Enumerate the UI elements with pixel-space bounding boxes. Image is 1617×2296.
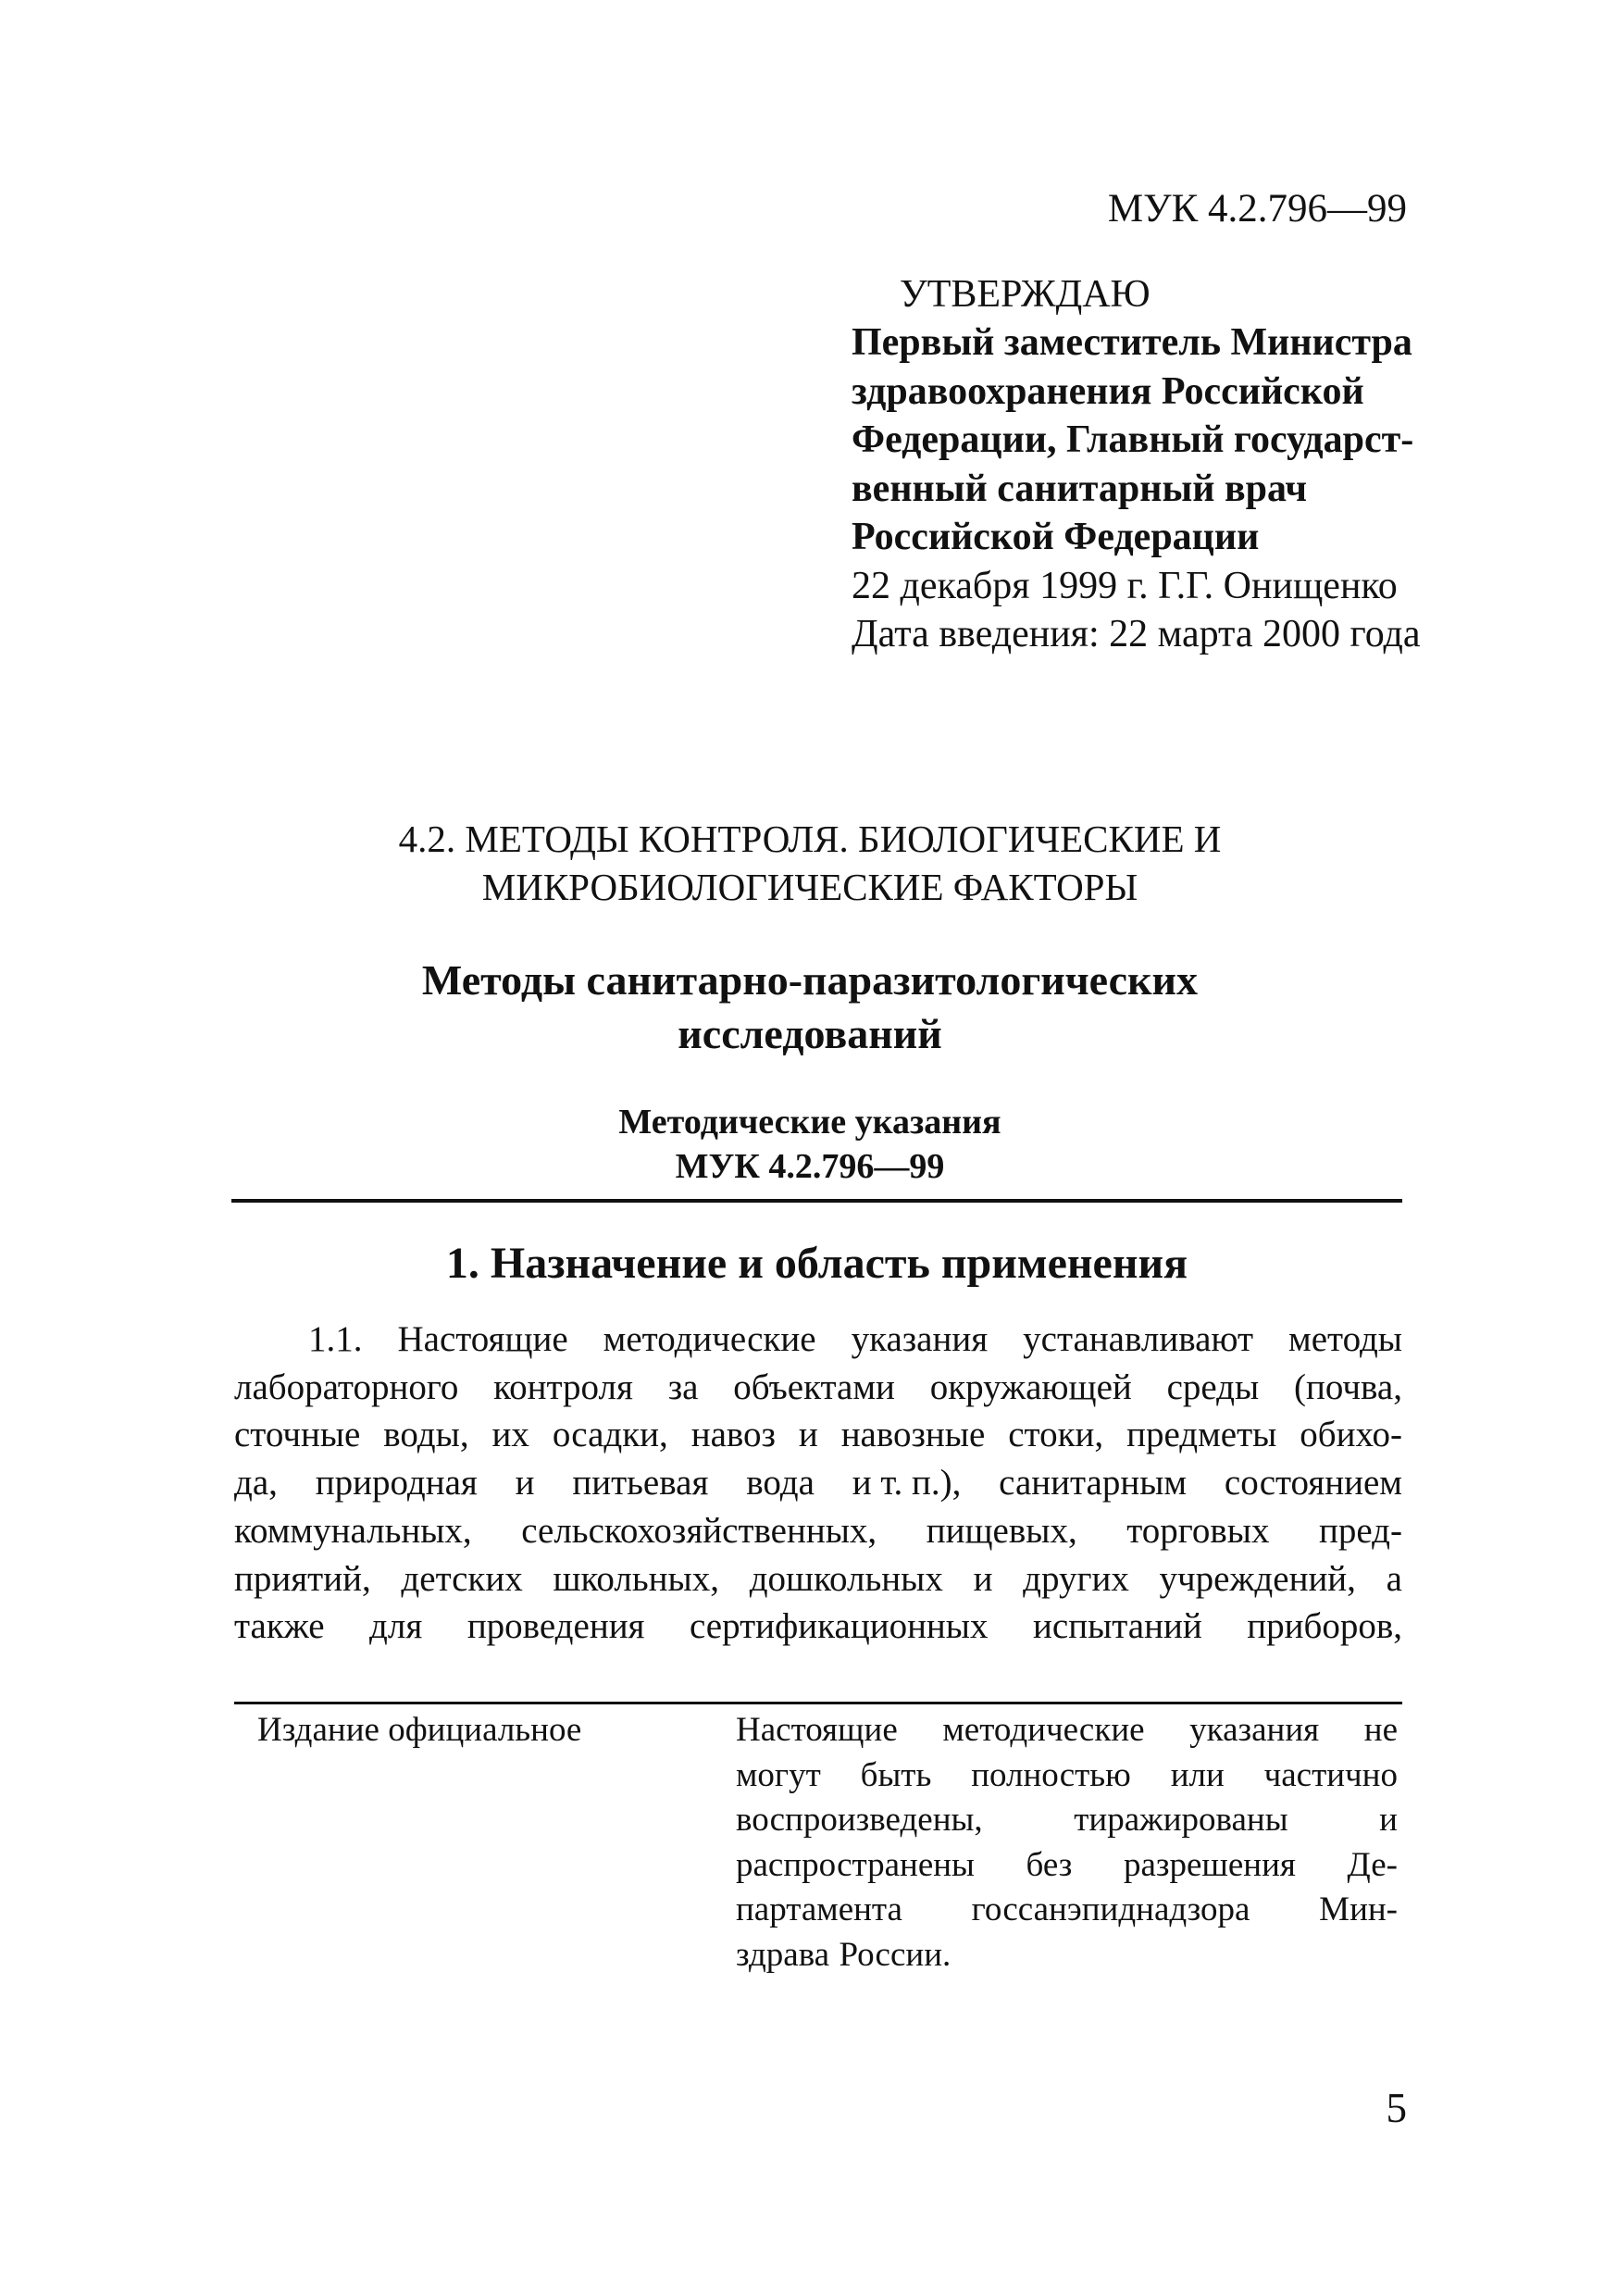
approval-signature-line: 22 декабря 1999 г. Г.Г. Онищенко bbox=[852, 564, 1398, 607]
word: да, bbox=[234, 1463, 278, 1504]
word: могут bbox=[736, 1755, 821, 1794]
copyright-notice-line bbox=[736, 1753, 1398, 1799]
document-type-label: Методические указания bbox=[618, 1103, 1001, 1142]
body-line bbox=[234, 1459, 1402, 1507]
copyright-notice bbox=[736, 1708, 1398, 1978]
word: стоки, bbox=[1008, 1415, 1104, 1455]
approval-heading: УТВЕРЖДАЮ bbox=[900, 273, 1151, 316]
word: методические bbox=[942, 1711, 1145, 1749]
word: воды, bbox=[383, 1415, 469, 1455]
word: вода bbox=[746, 1463, 815, 1504]
word: Мин- bbox=[1319, 1890, 1398, 1928]
approval-line: здравоохранения Российской bbox=[852, 369, 1364, 413]
word: (почва, bbox=[1294, 1366, 1402, 1407]
copyright-notice-line bbox=[736, 1888, 1398, 1933]
word: а bbox=[1386, 1558, 1402, 1599]
word: коммунальных, bbox=[234, 1510, 472, 1551]
word: методические bbox=[603, 1319, 816, 1359]
word: проведения bbox=[466, 1606, 645, 1647]
word: указания bbox=[1189, 1711, 1320, 1749]
word: методы bbox=[1288, 1319, 1402, 1359]
effective-date-line: Дата введения: 22 марта 2000 года bbox=[852, 613, 1421, 655]
word: без bbox=[1026, 1845, 1073, 1884]
word: питьевая bbox=[572, 1463, 709, 1504]
word: партамента bbox=[736, 1890, 902, 1928]
word: среды bbox=[1166, 1366, 1260, 1407]
document-code-header: МУК 4.2.796—99 bbox=[1107, 187, 1407, 231]
word: не bbox=[1363, 1711, 1398, 1749]
word: за bbox=[667, 1366, 699, 1407]
word: сточные bbox=[234, 1415, 361, 1455]
word: госсанэпиднадзора bbox=[971, 1890, 1250, 1928]
word: учреждений, bbox=[1159, 1558, 1356, 1599]
word: навоз bbox=[690, 1415, 776, 1455]
official-edition-label: Издание официальное bbox=[257, 1711, 582, 1749]
word: осадки, bbox=[552, 1415, 668, 1455]
word: испытаний bbox=[1033, 1606, 1202, 1647]
word: навозные bbox=[840, 1415, 986, 1455]
document-type bbox=[231, 1100, 1388, 1189]
word: Де- bbox=[1347, 1845, 1398, 1884]
word: школьных, bbox=[553, 1558, 719, 1599]
word: быть bbox=[860, 1755, 932, 1794]
document-title bbox=[231, 954, 1388, 1061]
word: торговых bbox=[1126, 1510, 1270, 1551]
word: воспроизведены, bbox=[736, 1801, 983, 1839]
word: и bbox=[798, 1415, 818, 1455]
word: пред- bbox=[1319, 1510, 1402, 1551]
document-title-line: Методы санитарно-паразитологических bbox=[421, 956, 1199, 1004]
word: обихо- bbox=[1300, 1415, 1402, 1455]
body-line bbox=[234, 1507, 1402, 1555]
word: и т. п.), bbox=[852, 1463, 962, 1504]
footer-rule bbox=[234, 1702, 1402, 1704]
body-line bbox=[234, 1555, 1402, 1603]
approval-line: Федерации, Главный государст- bbox=[852, 418, 1414, 461]
word: предметы bbox=[1126, 1415, 1277, 1455]
word: Настоящие bbox=[736, 1711, 898, 1749]
copyright-notice-line bbox=[736, 1843, 1398, 1889]
horizontal-rule bbox=[231, 1199, 1402, 1203]
word: устанавливают bbox=[1023, 1319, 1254, 1359]
word: указания bbox=[851, 1319, 989, 1359]
body-line bbox=[234, 1411, 1402, 1459]
word: распространены bbox=[736, 1845, 975, 1884]
word: частично bbox=[1263, 1755, 1398, 1794]
word: других bbox=[1023, 1558, 1129, 1599]
word: и bbox=[973, 1558, 993, 1599]
body-line bbox=[234, 1603, 1402, 1651]
word: контроля bbox=[493, 1366, 633, 1407]
word: их bbox=[491, 1415, 529, 1455]
word: для bbox=[369, 1606, 423, 1647]
approval-line: Первый заместитель Министра bbox=[852, 321, 1412, 364]
word: санитарным bbox=[999, 1463, 1188, 1504]
word: приборов, bbox=[1247, 1606, 1402, 1647]
body-line bbox=[234, 1364, 1402, 1412]
word: дошкольных bbox=[749, 1558, 943, 1599]
document-type-code: МУК 4.2.796—99 bbox=[675, 1147, 945, 1186]
word: России. bbox=[839, 1935, 952, 1974]
word: также bbox=[234, 1606, 325, 1647]
word: сертификационных bbox=[690, 1606, 989, 1647]
page-number: 5 bbox=[1386, 2085, 1407, 2131]
word: полностью bbox=[971, 1755, 1131, 1794]
section-heading-line: МИКРОБИОЛОГИЧЕСКИЕ ФАКТОРЫ bbox=[481, 866, 1138, 908]
word: Настоящие bbox=[397, 1319, 568, 1359]
word: и bbox=[515, 1463, 535, 1504]
word: детских bbox=[401, 1558, 523, 1599]
section-heading-line: 4.2. МЕТОДЫ КОНТРОЛЯ. БИОЛОГИЧЕСКИЕ И bbox=[398, 817, 1222, 860]
word: или bbox=[1170, 1755, 1225, 1794]
word: и bbox=[1379, 1801, 1398, 1839]
section-title: 1. Назначение и область применения bbox=[445, 1239, 1188, 1288]
copyright-notice-line bbox=[736, 1933, 1398, 1978]
document-title-line: исследований bbox=[678, 1010, 942, 1057]
word: пищевых, bbox=[926, 1510, 1077, 1551]
word: тиражированы bbox=[1074, 1801, 1288, 1839]
word: здрава bbox=[736, 1935, 830, 1974]
word: лабораторного bbox=[234, 1366, 459, 1407]
copyright-notice-line bbox=[736, 1798, 1398, 1843]
approval-line: Российской Федерации bbox=[852, 516, 1260, 558]
word: приятий, bbox=[234, 1558, 371, 1599]
copyright-notice-line bbox=[736, 1708, 1398, 1753]
word: природная bbox=[315, 1463, 478, 1504]
body-line bbox=[234, 1316, 1402, 1364]
body-paragraph bbox=[234, 1316, 1402, 1651]
section-heading bbox=[231, 815, 1388, 911]
word: окружающей bbox=[929, 1366, 1132, 1407]
word: состоянием bbox=[1224, 1463, 1402, 1504]
approval-line: венный санитарный врач bbox=[852, 467, 1308, 510]
word: сельскохозяйственных, bbox=[521, 1510, 877, 1551]
word: 1.1. bbox=[308, 1319, 363, 1359]
approval-block bbox=[852, 270, 1425, 659]
word: разрешения bbox=[1123, 1845, 1296, 1884]
word: объектами bbox=[733, 1366, 895, 1407]
